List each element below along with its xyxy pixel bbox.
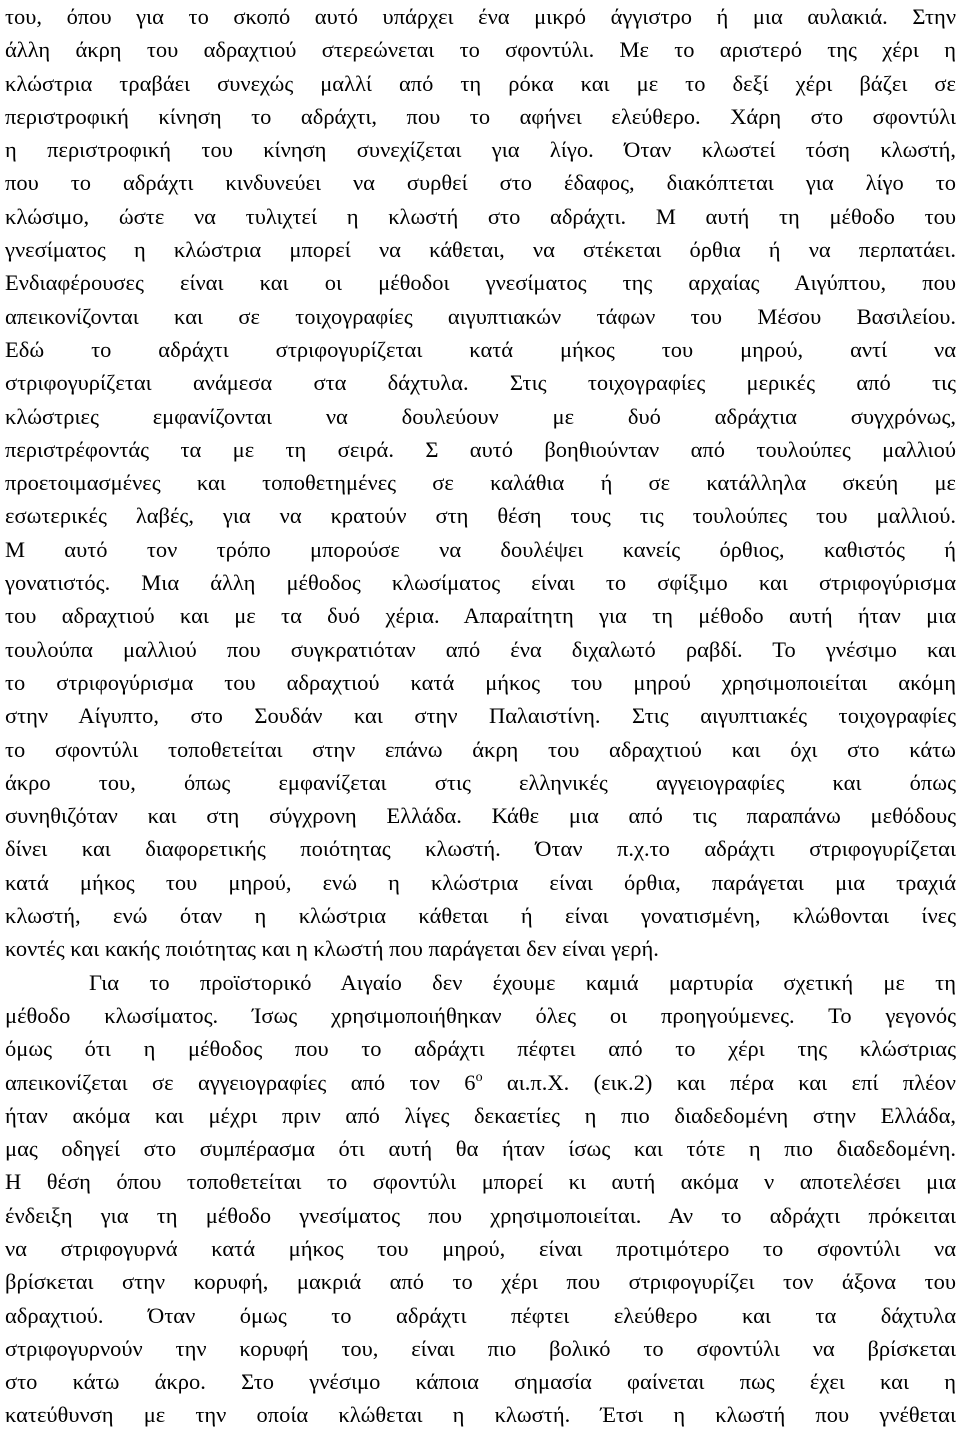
- text-line: στην Αίγυπτο, στο Σουδάν και στην Παλαιστίνη. Στις αιγυπτιακές τοιχογραφίες: [5, 703, 956, 729]
- text-line: κλώστριες εμφανίζονται να δουλεύουν με δυό αδράχτια συγχρόνως,: [5, 403, 956, 429]
- text-line: κοντές και κακής ποιότητας και η κλωστή που παράγεται δεν είναι γερή.: [5, 936, 659, 962]
- text-segment: αι.π.Χ. (εικ.2) και πέρα και επί πλέον: [482, 1069, 956, 1095]
- text-line: αδραχτιού. Όταν όμως το αδράχτι πέφτει ελεύθερο και τα δάχτυλα: [5, 1302, 956, 1328]
- text-line: γονατιστός. Μια άλλη μέθοδος κλωσίματος είναι το σφίξιμο και στριφογύρισμα: [5, 570, 956, 596]
- text-line: μας οδηγεί στο συμπέρασμα ότι αυτή θα ήταν ίσως και τότε η πιο διαδεδομένη.: [5, 1136, 956, 1162]
- text-line: κατεύθυνση με την οποία κλώθεται η κλωστή. Έτσι η κλωστή που γνέθεται: [5, 1402, 956, 1428]
- text-line: άκρο του, όπως εμφανίζεται στις ελληνικές αγγειογραφίες και όπως: [5, 769, 956, 795]
- paragraph-1: [5, 0, 956, 966]
- text-line: να στριφογυρνά κατά μήκος του μηρού, είναι προτιμότερο το σφοντύλι να: [5, 1235, 956, 1261]
- text-line: στο κάτω άκρο. Στο γνέσιμο κάποια σημασία φαίνεται πως έχει και η: [5, 1369, 956, 1395]
- text-line: Η θέση όπου τοποθετείται το σφοντύλι μπορεί κι αυτή ακόμα ν αποτελέσει μια: [5, 1169, 956, 1195]
- paragraph-2: [5, 966, 956, 1432]
- text-line: προετοιμασμένες και τοποθετημένες σε καλάθια ή σε κατάλληλα σκεύη με: [5, 470, 956, 496]
- text-segment: απεικονίζεται σε αγγειογραφίες από τον 6: [5, 1069, 476, 1095]
- text-line: περιστρέφοντάς τα με τη σειρά. Σ αυτό βοηθιούνταν από τουλούπες μαλλιού: [5, 436, 956, 462]
- text-line: κατά μήκος του μηρού, ενώ η κλώστρια είναι όρθια, παράγεται μια τραχιά: [5, 869, 956, 895]
- text-line: δίνει και διαφορετικής ποιότητας κλωστή. Όταν π.χ.το αδράχτι στριφογυρίζεται: [5, 836, 956, 862]
- text-line: το σφοντύλι τοποθετείται στην επάνω άκρη του αδραχτιού και όχι στο κάτω: [5, 736, 956, 762]
- text-line: απεικονίζονται και σε τοιχογραφίες αιγυπτιακών τάφων του Μέσου Βασιλείου.: [5, 303, 956, 329]
- text-line: όμως ότι η μέθοδος που το αδράχτι πέφτει από το χέρι της κλώστριας: [5, 1036, 956, 1062]
- text-line: Για το προϊστορικό Αιγαίο δεν έχουμε καμιά μαρτυρία σχετική με τη: [89, 969, 956, 995]
- text-line: μέθοδο κλωσίματος. Ίσως χρησιμοποιήθηκαν όλες οι προηγούμενες. Το γεγονός: [5, 1002, 956, 1028]
- text-line: συνηθιζόταν και στη σύγχρονη Ελλάδα. Κάθε μια από τις παραπάνω μεθόδους: [5, 803, 956, 829]
- text-line: η περιστροφική του κίνηση συνεχίζεται για λίγο. Όταν κλωστεί τόση κλωστή,: [5, 137, 956, 163]
- text-line-superscript: [5, 1066, 956, 1099]
- text-line: περιστροφική κίνηση το αδράχτι, που το αφήνει ελεύθερο. Χάρη στο σφοντύλι: [5, 103, 956, 129]
- text-line: Μ αυτό τον τρόπο μπορούσε να δουλέψει κανείς όρθιος, καθιστός ή: [5, 536, 956, 562]
- text-line: στριφογυρίζεται ανάμεσα στα δάχτυλα. Στις τοιχογραφίες μερικές από τις: [5, 370, 956, 396]
- text-line: του, όπου για το σκοπό αυτό υπάρχει ένα μικρό άγγιστρο ή μια αυλακιά. Στην: [5, 4, 956, 29]
- text-line: Εδώ το αδράχτι στριφογυρίζεται κατά μήκος του μηρού, αντί να: [5, 336, 956, 362]
- text-line: ήταν ακόμα και μέχρι πριν από λίγες δεκαετίες η πιο διαδεδομένη στην Ελλάδα,: [5, 1102, 956, 1128]
- text-line: Ενδιαφέρουσες είναι και οι μέθοδοι γνεσίματος της αρχαίας Αιγύπτου, που: [5, 270, 956, 296]
- text-line: κλώστρια τραβάει συνεχώς μαλλί από τη ρόκα και με το δεξί χέρι βάζει σε: [5, 70, 956, 96]
- ordinal-superscript: ο: [475, 1069, 483, 1085]
- text-line: του αδραχτιού και με τα δυό χέρια. Απαραίτητη για τη μέθοδο αυτή ήταν μια: [5, 603, 956, 629]
- text-line: εσωτερικές λαβές, για να κρατούν στη θέση τους τις τουλούπες του μαλλιού.: [5, 503, 956, 529]
- text-line: κλώσιμο, ώστε να τυλιχτεί η κλωστή στο αδράχτι. Μ αυτή τη μέθοδο του: [5, 203, 956, 229]
- text-line: άλλη άκρη του αδραχτιού στερεώνεται το σφοντύλι. Με το αριστερό της χέρι η: [5, 37, 956, 63]
- text-line: γνεσίματος η κλώστρια μπορεί να κάθεται, να στέκεται όρθια ή να περπατάει.: [5, 237, 956, 263]
- text-line: κλωστή, ενώ όταν η κλώστρια κάθεται ή είναι γονατισμένη, κλώθονται ίνες: [5, 903, 956, 929]
- text-line: στριφογυρνούν την κορυφή του, είναι πιο βολικό το σφοντύλι να βρίσκεται: [5, 1335, 956, 1361]
- text-line: που το αδράχτι κινδυνεύει να συρθεί στο έδαφος, διακόπτεται για λίγο το: [5, 170, 956, 196]
- text-line: το στριφογύρισμα του αδραχτιού κατά μήκος του μηρού χρησιμοποιείται ακόμη: [5, 669, 956, 695]
- text-line: ένδειξη για τη μέθοδο γνεσίματος που χρησιμοποιείται. Αν το αδράχτι πρόκειται: [5, 1202, 956, 1228]
- text-line: τουλούπα μαλλιού που συγκρατιόταν από ένα διχαλωτό ραβδί. Το γνέσιμο και: [5, 636, 956, 662]
- text-line: βρίσκεται στην κορυφή, μακριά από το χέρι που στριφογυρίζει τον άξονα του: [5, 1269, 956, 1295]
